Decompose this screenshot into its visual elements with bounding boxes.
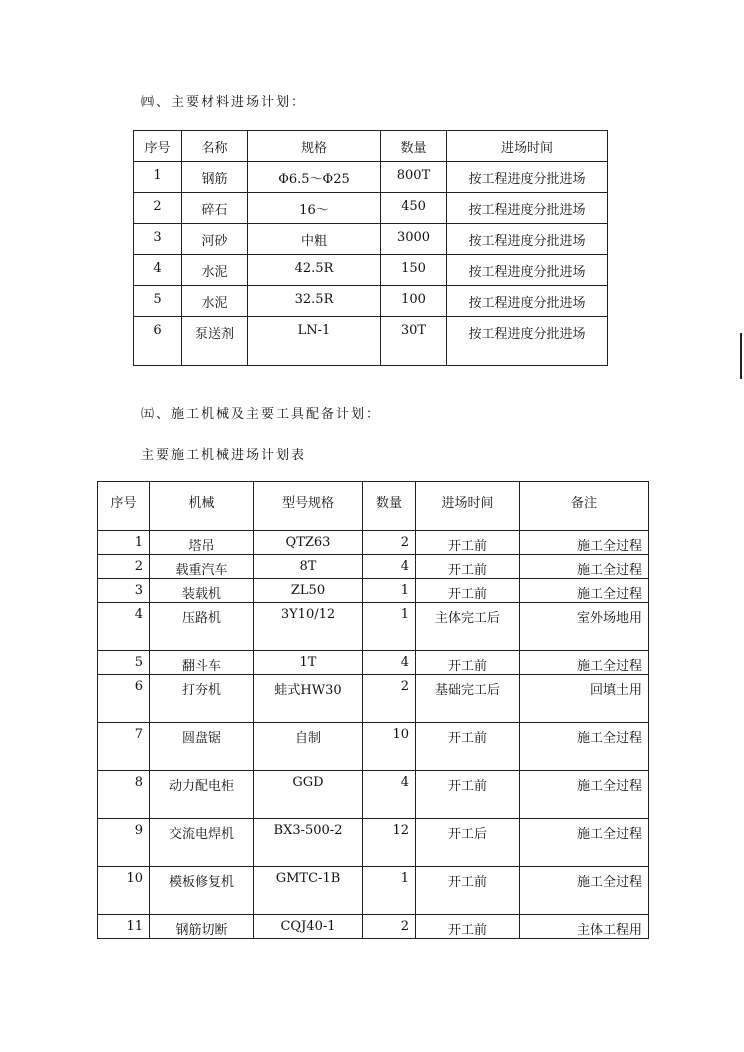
cell-qty: 10: [363, 723, 416, 771]
cell-time: 按工程进度分批进场: [447, 162, 608, 193]
cell-machine: 载重汽车: [150, 555, 254, 579]
table-row: [98, 651, 649, 675]
table-row: [98, 819, 649, 867]
table-row: [98, 723, 649, 771]
cell-note: 施工全过程: [520, 555, 649, 579]
cell-note: 施工全过程: [520, 531, 649, 555]
cell-model: QTZ63: [254, 531, 363, 555]
section5-title: ㈤、施工机械及主要工具配备计划：: [141, 407, 382, 422]
table-row: [134, 317, 608, 366]
cell-model: GGD: [254, 771, 363, 819]
machinery-table-body: [98, 482, 649, 939]
cell-machine: 交流电焊机: [150, 819, 254, 867]
section4-title: ㈣、主要材料进场计划：: [141, 95, 307, 110]
header-seq: 序号: [98, 482, 150, 531]
section5-subtitle: 主要施工机械进场计划表: [141, 448, 307, 463]
header-time: 进场时间: [447, 131, 608, 162]
cell-note: 施工全过程: [520, 723, 649, 771]
cell-name: 水泥: [182, 255, 248, 286]
cell-note: 施工全过程: [520, 651, 649, 675]
table-row: [134, 162, 608, 193]
cell-time: 开工前: [416, 723, 520, 771]
header-name: 名称: [182, 131, 248, 162]
cell-note: 施工全过程: [520, 867, 649, 915]
cell-qty: 3000: [381, 224, 447, 255]
cell-model: 蛙式HW30: [254, 675, 363, 723]
cell-spec: 32.5R: [248, 286, 381, 317]
table-row: [134, 193, 608, 224]
cell-time: 开工后: [416, 819, 520, 867]
cell-seq: 2: [134, 193, 182, 224]
header-machine: 机械: [150, 482, 254, 531]
cell-spec: LN-1: [248, 317, 381, 366]
cell-seq: 5: [134, 286, 182, 317]
cell-seq: 3: [98, 579, 150, 603]
cell-spec: 中粗: [248, 224, 381, 255]
cell-time: 开工前: [416, 915, 520, 939]
cell-time: 开工前: [416, 531, 520, 555]
header-note: 备注: [520, 482, 649, 531]
cell-spec: 16～: [248, 193, 381, 224]
materials-table: [133, 130, 608, 366]
cell-qty: 4: [363, 651, 416, 675]
cell-model: 自制: [254, 723, 363, 771]
table-row: [98, 675, 649, 723]
cell-qty: 12: [363, 819, 416, 867]
cell-qty: 4: [363, 555, 416, 579]
cell-machine: 动力配电柜: [150, 771, 254, 819]
page-edge-mark: [740, 333, 742, 379]
cell-seq: 4: [134, 255, 182, 286]
cell-model: GMTC-1B: [254, 867, 363, 915]
table-row: [98, 531, 649, 555]
cell-model: 8T: [254, 555, 363, 579]
cell-note: 主体工程用: [520, 915, 649, 939]
table-header-row: [98, 482, 649, 531]
cell-qty: 1: [363, 603, 416, 651]
cell-note: 施工全过程: [520, 579, 649, 603]
cell-qty: 4: [363, 771, 416, 819]
cell-machine: 塔吊: [150, 531, 254, 555]
cell-time: 按工程进度分批进场: [447, 255, 608, 286]
cell-seq: 8: [98, 771, 150, 819]
cell-model: ZL50: [254, 579, 363, 603]
cell-name: 钢筋: [182, 162, 248, 193]
table-row: [98, 867, 649, 915]
header-time: 进场时间: [416, 482, 520, 531]
cell-seq: 1: [98, 531, 150, 555]
cell-note: 室外场地用: [520, 603, 649, 651]
cell-qty: 100: [381, 286, 447, 317]
cell-time: 开工前: [416, 651, 520, 675]
cell-qty: 800T: [381, 162, 447, 193]
cell-machine: 圆盘锯: [150, 723, 254, 771]
cell-seq: 6: [134, 317, 182, 366]
table-row: [98, 603, 649, 651]
table-row: [134, 224, 608, 255]
cell-time: 按工程进度分批进场: [447, 286, 608, 317]
cell-time: 基础完工后: [416, 675, 520, 723]
cell-seq: 11: [98, 915, 150, 939]
cell-time: 按工程进度分批进场: [447, 193, 608, 224]
cell-spec: 42.5R: [248, 255, 381, 286]
table-row: [98, 771, 649, 819]
header-qty: 数量: [363, 482, 416, 531]
cell-name: 碎石: [182, 193, 248, 224]
table-row: [98, 579, 649, 603]
table-row: [134, 255, 608, 286]
cell-time: 按工程进度分批进场: [447, 317, 608, 366]
cell-note: 回填土用: [520, 675, 649, 723]
cell-qty: 1: [363, 579, 416, 603]
cell-seq: 4: [98, 603, 150, 651]
cell-time: 开工前: [416, 771, 520, 819]
cell-qty: 450: [381, 193, 447, 224]
cell-seq: 6: [98, 675, 150, 723]
cell-qty: 150: [381, 255, 447, 286]
cell-seq: 10: [98, 867, 150, 915]
table-header-row: [134, 131, 608, 162]
cell-qty: 2: [363, 675, 416, 723]
header-spec: 规格: [248, 131, 381, 162]
cell-model: 1T: [254, 651, 363, 675]
cell-note: 施工全过程: [520, 819, 649, 867]
cell-seq: 2: [98, 555, 150, 579]
cell-name: 泵送剂: [182, 317, 248, 366]
cell-time: 开工前: [416, 555, 520, 579]
table-row: [98, 915, 649, 939]
machinery-table: [97, 481, 649, 939]
header-seq: 序号: [134, 131, 182, 162]
cell-time: 开工前: [416, 867, 520, 915]
cell-spec: Φ6.5～Φ25: [248, 162, 381, 193]
cell-model: 3Y10/12: [254, 603, 363, 651]
cell-machine: 模板修复机: [150, 867, 254, 915]
cell-qty: 2: [363, 531, 416, 555]
cell-machine: 打夯机: [150, 675, 254, 723]
cell-time: 主体完工后: [416, 603, 520, 651]
cell-machine: 钢筋切断: [150, 915, 254, 939]
cell-machine: 压路机: [150, 603, 254, 651]
header-model: 型号规格: [254, 482, 363, 531]
cell-qty: 1: [363, 867, 416, 915]
cell-model: BX3-500-2: [254, 819, 363, 867]
table-row: [98, 555, 649, 579]
materials-table-body: [134, 131, 608, 366]
cell-qty: 30T: [381, 317, 447, 366]
cell-machine: 装载机: [150, 579, 254, 603]
cell-time: 按工程进度分批进场: [447, 224, 608, 255]
cell-seq: 9: [98, 819, 150, 867]
cell-note: 施工全过程: [520, 771, 649, 819]
table-row: [134, 286, 608, 317]
cell-seq: 5: [98, 651, 150, 675]
cell-time: 开工前: [416, 579, 520, 603]
cell-seq: 7: [98, 723, 150, 771]
cell-name: 河砂: [182, 224, 248, 255]
header-qty: 数量: [381, 131, 447, 162]
cell-qty: 2: [363, 915, 416, 939]
cell-machine: 翻斗车: [150, 651, 254, 675]
cell-seq: 1: [134, 162, 182, 193]
cell-model: CQJ40-1: [254, 915, 363, 939]
cell-seq: 3: [134, 224, 182, 255]
cell-name: 水泥: [182, 286, 248, 317]
